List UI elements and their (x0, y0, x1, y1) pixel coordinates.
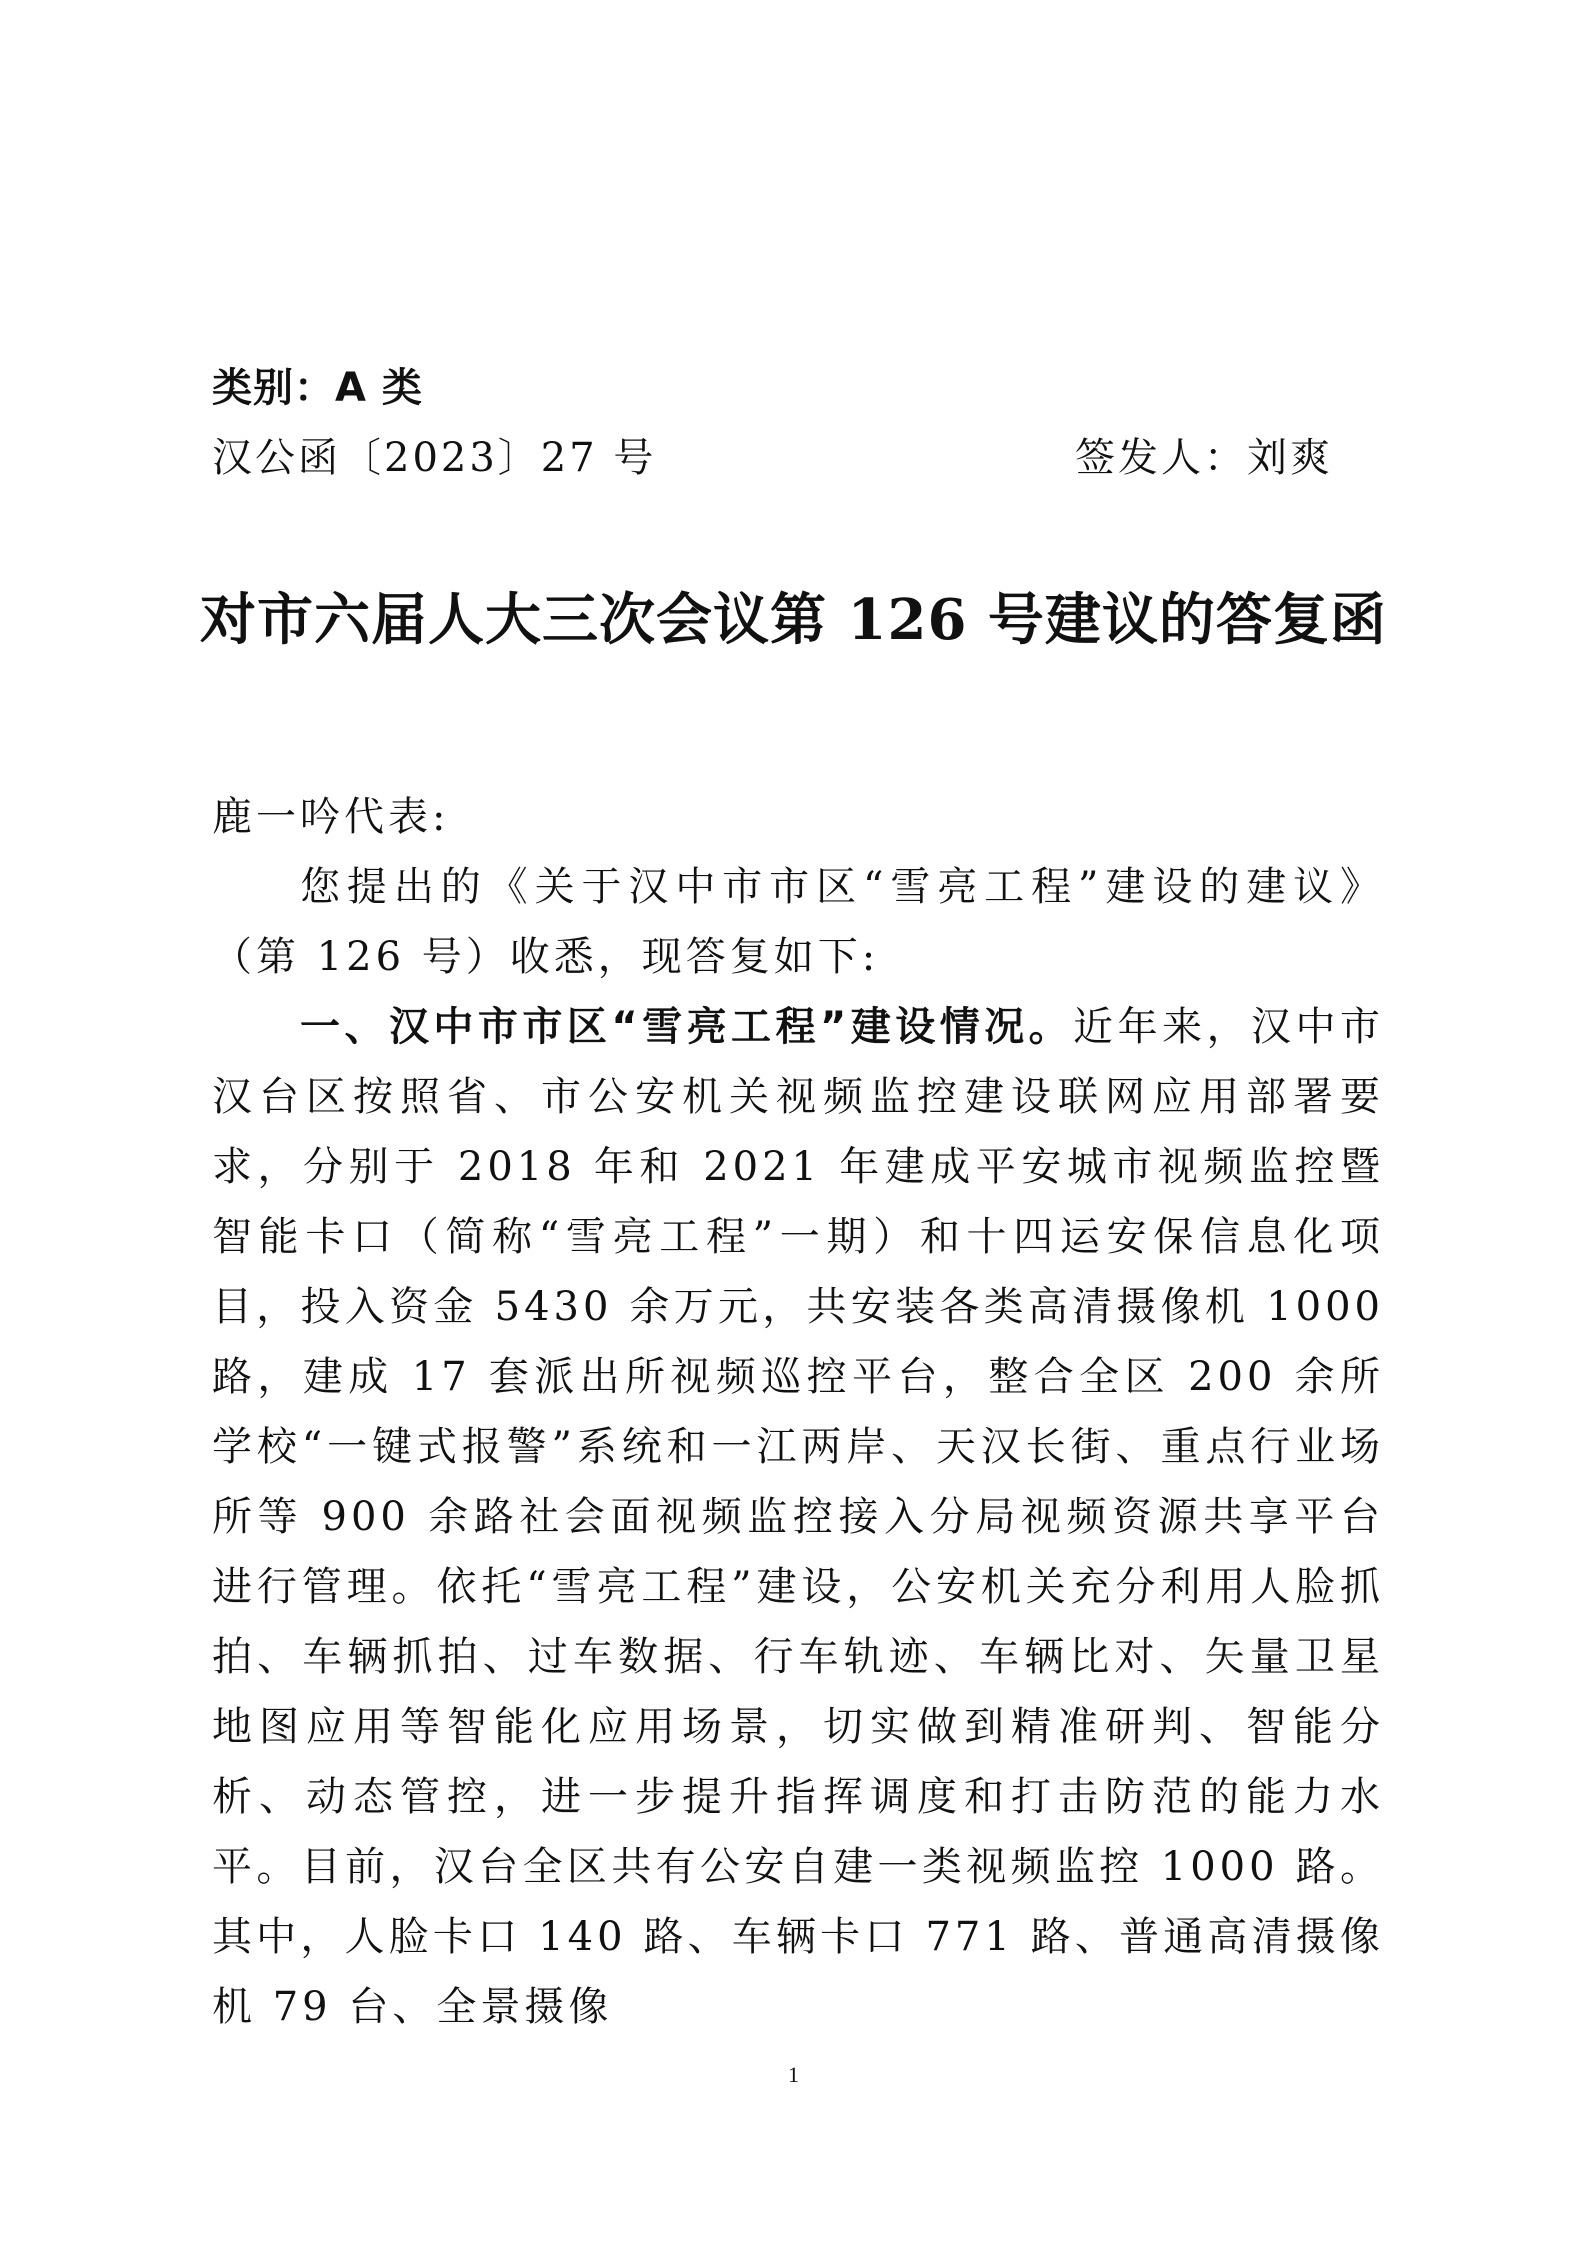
document-category: 类别：A 类 (212, 365, 423, 411)
section-one-heading: 一、汉中市市区“雪亮工程”建设情况。 (300, 1004, 1074, 1050)
page-number: 1 (788, 2062, 799, 2087)
section-one-text: 近年来，汉中市汉台区按照省、市公安机关视频监控建设联网应用部署要求，分别于 2018 年和 2021 年建成平安城市视频监控暨智能卡口（简称“雪亮工程”一期）和十四运安保信息化项目，投入资金 5430 余万元，共安装各类高清摄像机 1000 路，建成 17 套派出所视频巡控平台，整合全区 200 余所学校“一键式报警”系统和一江两岸、天汉长街、重点行业场所等 900 余路社会面视频监控接入分局视频资源共享平台进行管理。依托“雪亮工程”建设，公安机关充分利用人脸抓拍、车辆抓拍、过车数据、行车轨迹、车辆比对、矢量卫星地图应用等智能化应用场景，切实做到精准研判、智能分析、动态管控，进一步提升指挥调度和打击防范的能力水平。目前，汉台全区共有公安自建一类视频监控 1000 路。其中，人脸卡口 140 路、车辆卡口 771 路、普通高清摄像机 79 台、全景摄像 (212, 1004, 1385, 2030)
document-number: 汉公函〔2023〕27 号 (212, 435, 657, 481)
intro-paragraph: 您提出的《关于汉中市市区“雪亮工程”建设的建议》（第 126 号）收悉，现答复如下: (212, 864, 1384, 980)
salutation: 鹿一吟代表: (212, 794, 450, 840)
document-signer: 签发人：刘爽 (1075, 435, 1333, 481)
document-title: 对市六届人大三次会议第 126 号建议的答复函 (200, 587, 1387, 653)
section-one-paragraph (212, 992, 1384, 2042)
